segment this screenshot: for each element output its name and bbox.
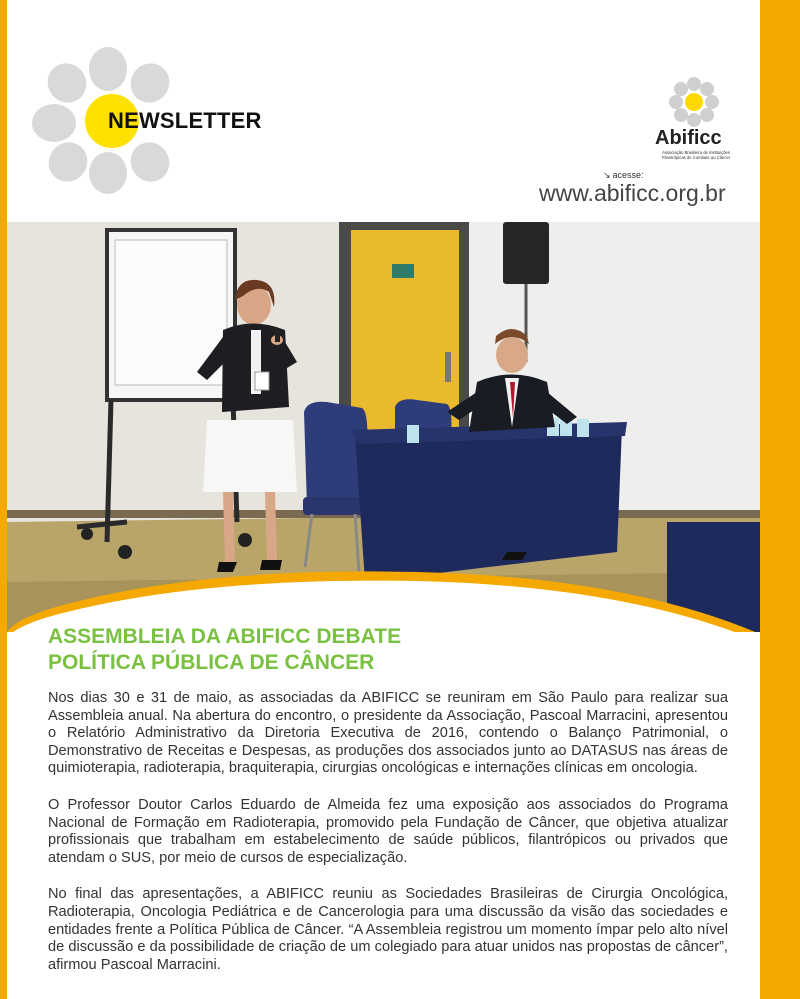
abificc-logo-icon <box>668 76 720 128</box>
event-photo <box>7 222 760 632</box>
headline-line-1: ASSEMBLEIA DA ABIFICC DEBATE <box>48 625 402 648</box>
paragraph: Nos dias 30 e 31 de maio, as associadas da ABIFICC se reuniram em São Paulo para realizar sua Assembleia anual. Na abertura do encontro, o presidente da Associação, Pascoal Marracini, apresentou o Relatório Administrativo da Diretoria Executiva de 2016, contendo o Balanço Patrimonial, o Demonstrativo de Receitas e Despesas, as produções dos associados junto ao DATASUS nas áreas de quimioterapia, radioterapia, braquiterapia, cirurgias oncológicas e internações clínicas em oncologia. <box>48 690 728 777</box>
headline-line-2: POLÍTICA PÚBLICA DE CÂNCER <box>48 651 375 674</box>
article-headline <box>48 624 401 676</box>
arrow-down-right-icon: ↘ <box>603 170 611 180</box>
paragraph: No final das apresentações, a ABIFICC reuniu as Sociedades Brasileiras de Cirurgia Oncológica, Radioterapia, Oncologia Pediátrica e de Cancerologia para uma discussão da visão das sociedades e entidades frente a Política Pública de Câncer. “A Assembleia registrou um momento ímpar pelo alto nível de discussão e da possibilidade de criação de um colegiado para atuar unidos nas propostas de câncer”, afirmou Pascoal Marracini. <box>48 886 728 973</box>
article-body <box>48 690 728 993</box>
paragraph: O Professor Doutor Carlos Eduardo de Almeida fez uma exposição aos associados do Programa Nacional de Formação em Radioterapia, promovido pela Fundação de Câncer, que objetiva atualizar profissionais que trabalham em estabelecimento de saúde públicos, filantrópicos ou privados que atendam o SUS, por meio de cursos de especialização. <box>48 796 728 866</box>
acesse-label: ↘ acesse: <box>603 170 644 180</box>
right-accent-bar <box>760 0 800 999</box>
logo-name: Abificc <box>655 127 722 149</box>
newsletter-title: NEWSLETTER <box>108 108 262 133</box>
website-link[interactable]: www.abificc.org.br <box>539 180 726 206</box>
left-accent-bar <box>0 0 7 999</box>
logo-subtitle: Associação Brasileira de Instituições Filantrópicas de Combate ao Câncer <box>662 150 731 160</box>
